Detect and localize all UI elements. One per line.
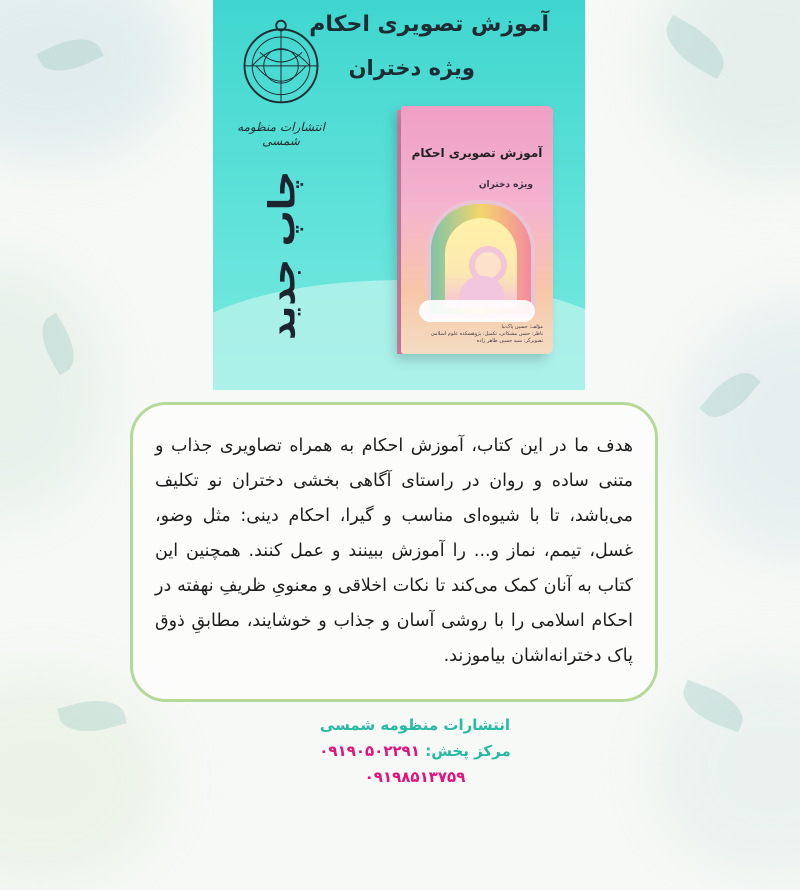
astrolabe-logo-icon [233,14,329,110]
new-print-label: چاپ جدید [262,170,304,340]
book-cover [401,106,553,354]
book-cover-title: آموزش تصویری احکام [411,146,543,160]
bg-watercolor [680,300,800,560]
description-text: هدف ما در این کتاب، آموزش احکام به همراه تصاویری جذاب و متنی ساده و روان در راستای آگاهی بخشی دختران نو تکلیف می‌باشد، تا با شیوه‌ای مناسب و گیرا، احکام دینی: مثل وضو، غسل، تیمم، نماز و... را آموزش ببینند و عمل کنند. همچنین این کتاب به آنان کمک می‌کند تا نکات اخلاقی و معنویِ ظریفِ نهفته در احکام اسلامی را با روشی آسان و جذاب و خوشایند، مطابقِ ذوق پاک دخترانه‌اشان بیاموزند. [155,436,633,666]
book-cover-subtitle: ویژه دختران [478,180,533,190]
bg-watercolor [0,0,180,160]
distribution-row [300,742,530,760]
description-panel [130,402,658,702]
book-credit-line: مؤلف: حسین پاک‌نیا [501,324,543,330]
bg-watercolor [0,260,110,520]
publisher-signature: انتشارات منظومه شمسی [237,120,325,148]
phone-number[interactable]: ۰۹۱۹۸۵۱۳۷۵۹ [364,768,466,786]
book-credits [423,324,543,345]
cloud-illustration [419,300,535,322]
book-credit-line: ناظر: حسن مشکاتی، تکمیل: پژوهشکده علوم اسلامی [430,331,543,337]
phone-number[interactable]: ۰۹۱۹۰۵۰۲۲۹۱ [319,742,420,760]
bg-watercolor [650,660,800,880]
distribution-label: مرکز پخش: [425,742,511,760]
poster-title: آموزش تصویری احکام [309,12,549,37]
book-poster [213,0,585,390]
footer-publisher: انتشارات منظومه شمسی [319,716,511,734]
poster-subtitle: ویژه دختران [348,56,475,80]
arch-window [445,218,517,308]
book-credit-line: تصویرگر: سید حسین طاهر زاده [476,338,543,344]
